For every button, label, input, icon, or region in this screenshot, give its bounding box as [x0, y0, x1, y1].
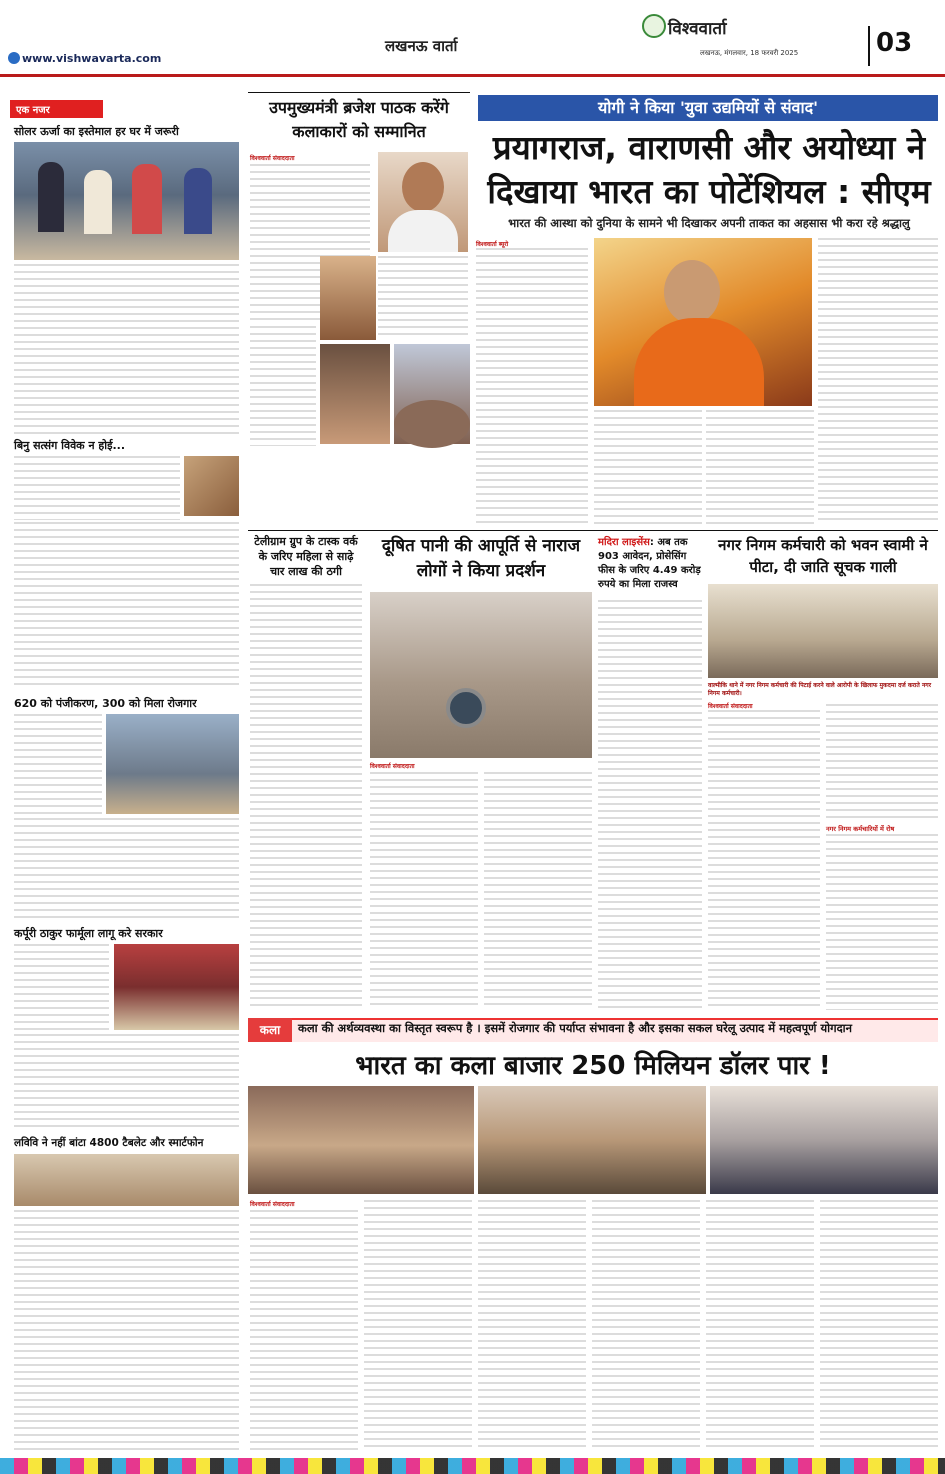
karpuri-photo	[114, 944, 239, 1030]
story-body	[706, 410, 814, 524]
print-registration-bar	[0, 1458, 945, 1474]
story-body	[820, 1200, 938, 1450]
story-body	[592, 1200, 700, 1450]
brand-logo-icon	[642, 14, 666, 38]
telegram-title: टेलीग्राम ग्रुप के टास्क वर्क के जरिए महिला से साढ़े चार लाख की ठगी	[254, 535, 358, 578]
header-rule	[0, 74, 945, 77]
story-body	[826, 704, 938, 820]
story-title: सोलर ऊर्जा का इस्तेमाल हर घर में जरूरी	[14, 125, 179, 138]
water-title: दूषित पानी की आपूर्ति से नाराज लोगों ने किया प्रदर्शन	[381, 536, 581, 581]
lead-headline: प्रयागराज, वाराणसी और अयोध्या ने दिखाया भारत का पोटेंशियल : सीएम	[487, 128, 931, 211]
protest-photo	[370, 592, 592, 758]
story-body	[476, 248, 588, 524]
art-event-photo-1	[248, 1086, 474, 1194]
saint-photo	[184, 456, 239, 516]
story-body	[14, 1034, 239, 1132]
brajesh-photo	[378, 152, 468, 252]
artist-photo-1	[320, 256, 376, 340]
story-body	[250, 584, 362, 1010]
artist-photo-2	[320, 344, 390, 444]
story-body	[364, 1200, 472, 1450]
liquor-title-text: : अब तक 903 आवेदन, प्रोसेसिंग फीस के जरिए 4.49 करोड़ रुपये का मिला राजस्व	[598, 537, 701, 590]
story-body	[250, 326, 316, 446]
section-name: लखनऊ वार्ता	[385, 37, 458, 55]
art-event-photo-3	[710, 1086, 938, 1194]
byline: विश्ववार्ता संवाददाता	[708, 703, 753, 710]
solar-event-photo	[14, 142, 239, 260]
police-station-photo	[708, 584, 938, 678]
art-event-photo-2	[478, 1086, 706, 1194]
lead-subheadline: भारत की आस्था को दुनिया के सामने भी दिखाकर अपनी ताकत का अहसास भी करा रहे श्रद्धालु	[508, 216, 910, 230]
left-story-4	[14, 926, 239, 941]
masthead	[0, 0, 945, 78]
story-body	[14, 714, 102, 814]
story-body	[14, 522, 239, 690]
globe-icon	[8, 52, 20, 64]
artist-photo-4	[394, 400, 470, 448]
byline: विश्ववार्ता संवाददाता	[250, 155, 295, 162]
kala-subheadline: कला की अर्थव्यवस्था का विस्तृत स्वरूप है । इसमें रोजगार की पर्याप्त संभावना है और इसका सकल घरेलू उत्पाद में महत्वपूर्ण योगदान	[298, 1021, 853, 1035]
story-body	[14, 264, 239, 434]
liquor-title-tag: मदिरा लाइसेंस	[598, 537, 650, 548]
page-number: 03	[876, 28, 913, 58]
story-body	[478, 1200, 586, 1450]
byline: विश्ववार्ता संवाददाता	[250, 1201, 295, 1208]
photo-caption: वाल्मीकि थाने में नगर निगम कर्मचारी की पिटाई करने वाले आरोपी के खिलाफ मुकदमा दर्ज कराते नगर निगम कर्मचारी।	[708, 682, 932, 697]
brand-name: विश्ववार्ता	[668, 19, 727, 39]
divider	[248, 530, 938, 531]
story-title: बिनु सत्संग विवेक न होई...	[14, 439, 126, 452]
story-title: लविवि ने नहीं बांटा 4800 टैबलेट और स्मार्टफोन	[14, 1137, 204, 1149]
lu-meeting-photo	[14, 1154, 239, 1206]
site-url[interactable]: www.vishwavarta.com	[22, 52, 162, 65]
story-body	[598, 600, 702, 1010]
story-body	[826, 834, 938, 1010]
brajesh-title: उपमुख्यमंत्री ब्रजेश पाठक करेंगे कलाकारों को सम्मानित	[269, 98, 449, 141]
lead-banner: योगी ने किया 'युवा उद्यमियों से संवाद'	[478, 95, 938, 121]
divider	[868, 26, 870, 66]
story-body	[378, 256, 468, 336]
story-body	[708, 710, 820, 1010]
ek-nazar-tag: एक नजर	[10, 100, 103, 118]
dateline: लखनऊ, मंगलवार, 18 फरवरी 2025	[700, 49, 799, 57]
story-body	[14, 818, 239, 922]
story-body	[370, 772, 478, 1010]
cm-yogi-photo	[594, 238, 812, 406]
nagar-subhead: नगर निगम कर्मचारियों में रोष	[826, 825, 895, 833]
story-body	[706, 1200, 814, 1450]
story-body	[250, 1210, 358, 1450]
story-body	[818, 238, 938, 524]
byline: विश्ववार्ता संवाददाता	[370, 763, 415, 770]
kala-tag: कला	[248, 1018, 292, 1042]
divider	[248, 92, 470, 93]
left-story-1	[14, 124, 239, 139]
byline: विश्ववार्ता ब्यूरो	[476, 241, 509, 248]
liquor-title	[598, 536, 702, 592]
story-body	[14, 456, 180, 520]
job-fair-photo	[106, 714, 239, 814]
kala-headline: भारत का कला बाजार 250 मिलियन डॉलर पार !	[355, 1051, 831, 1081]
story-body	[14, 944, 109, 1030]
nagar-title: नगर निगम कर्मचारी को भवन स्वामी ने पीटा, दी जाति सूचक गाली	[718, 536, 928, 576]
left-story-3	[14, 696, 239, 711]
story-title: 620 को पंजीकरण, 300 को मिला रोजगार	[14, 697, 197, 710]
story-body	[14, 1210, 239, 1450]
left-story-5	[14, 1136, 239, 1150]
left-story-2	[14, 438, 239, 453]
story-title: कर्पूरी ठाकुर फार्मूला लागू करे सरकार	[14, 927, 163, 940]
story-body	[484, 772, 592, 1010]
story-body	[594, 410, 702, 524]
